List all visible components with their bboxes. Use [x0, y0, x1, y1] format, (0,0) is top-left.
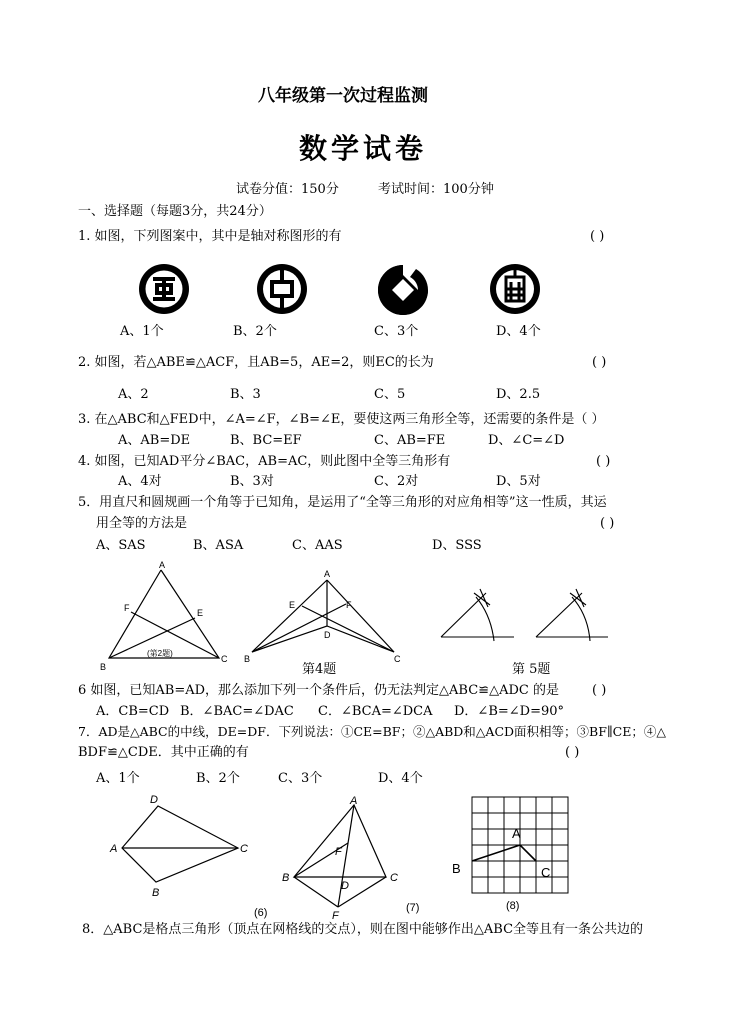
q5-option-a[interactable]: A、SAS	[96, 538, 146, 553]
q6-option-d[interactable]: D．∠B=∠D=90°	[454, 704, 565, 719]
fig2-label-e: E	[197, 608, 204, 618]
fig6-label-d: D	[150, 794, 158, 806]
fig4-label-f: F	[346, 600, 352, 610]
bank-logo-2-icon	[256, 263, 308, 315]
fig8-label-b: B	[452, 861, 461, 876]
fig2-label-c: C	[221, 654, 228, 664]
figure-q6	[108, 790, 268, 920]
q5-option-c[interactable]: C、AAS	[292, 538, 343, 553]
fig6-label-c: C	[240, 843, 248, 855]
q1-stem: 1. 如图，下列图案中，其中是轴对称图形的有	[78, 229, 342, 244]
q3-option-c[interactable]: C、AB=FE	[374, 433, 446, 448]
fig2-caption: (第2题)	[147, 649, 173, 658]
q2-option-c[interactable]: C、5	[374, 387, 406, 402]
fig4-label-a: A	[324, 569, 331, 579]
figure-q7	[280, 795, 430, 920]
q1-option-a[interactable]: A、1个	[120, 324, 164, 339]
q1-option-b[interactable]: B、2个	[233, 324, 277, 339]
fig4-label-d: D	[324, 630, 331, 640]
exam-title: 数学试卷	[299, 132, 428, 165]
fig7-label-f-upper: F	[335, 846, 342, 858]
q7-option-b[interactable]: B、2个	[196, 771, 240, 786]
q2-blank: ( )	[592, 355, 607, 370]
q4-option-d[interactable]: D、5对	[496, 474, 541, 489]
q8-stem: 8．△ABC是格点三角形（顶点在网格线的交点），则在图中能够作出△ABC全等且有一条公共边的	[82, 922, 644, 937]
fig8-label-a: A	[512, 826, 521, 841]
bank-logo-3-icon	[376, 263, 430, 317]
q6-option-b[interactable]: B．∠BAC=∠DAC	[180, 704, 294, 719]
q2-stem: 2. 如图，若△ABE≌△ACF，且AB=5，AE=2，则EC的长为	[78, 355, 434, 370]
fig2-label-f: F	[124, 603, 130, 613]
exam-time: 考试时间：100分钟	[378, 182, 494, 197]
fig6-caption: (6)	[254, 907, 268, 919]
q1-option-c[interactable]: C、3个	[374, 324, 419, 339]
fig7-label-c: C	[390, 872, 398, 884]
fig4-label-c: C	[394, 654, 401, 664]
figure-q4	[242, 566, 412, 666]
q4-blank: ( )	[596, 454, 611, 469]
q7-stem-line2: BDF≌△CDE．其中正确的有	[78, 745, 249, 760]
fig7-label-a: A	[350, 795, 358, 807]
fig7-label-b: B	[282, 872, 290, 884]
q5-option-d[interactable]: D、SSS	[432, 538, 482, 553]
q7-option-d[interactable]: D、4个	[378, 771, 423, 786]
fig7-label-d: D	[341, 880, 349, 892]
q4-option-c[interactable]: C、2对	[374, 474, 419, 489]
q5-stem-line1: 5．用直尺和圆规画一个角等于已知角，是运用了“全等三角形的对应角相等”这一性质，其运	[78, 495, 607, 510]
fig5-caption: 第 5题	[512, 662, 551, 677]
q7-stem-line1: 7．AD是△ABC的中线，DE=DF．下列说法：①CE=BF；②△ABD和△ACD面积相等；③BF∥CE；④△	[78, 724, 666, 739]
q7-option-c[interactable]: C、3个	[278, 771, 323, 786]
q6-blank: ( )	[592, 683, 607, 698]
fig2-label-a: A	[159, 560, 166, 570]
fig4-caption: 第4题	[302, 662, 337, 677]
fig7-caption: (7)	[406, 902, 420, 914]
fig8-caption: (8)	[506, 900, 520, 912]
q3-stem: 3. 在△ABC和△FED中，∠A=∠F，∠B=∠E，要使这两三角形全等，还需要的条件是（ ）	[78, 412, 605, 427]
fig2-label-b: B	[100, 662, 107, 672]
bank-logo-1-icon	[138, 263, 190, 315]
figure-q2	[95, 560, 235, 675]
section-heading: 一、选择题（每题3分，共24分）	[78, 204, 272, 219]
exam-score: 试卷分值：150分	[236, 182, 339, 197]
q4-stem: 4. 如图，已知AD平分∠BAC，AB=AC，则此图中全等三角形有	[78, 454, 451, 469]
fig7-label-f-lower: F	[332, 910, 339, 922]
q4-option-a[interactable]: A、4对	[118, 474, 162, 489]
fig6-label-a: A	[110, 843, 118, 855]
q7-option-a[interactable]: A、1个	[96, 771, 140, 786]
q2-option-d[interactable]: D、2.5	[496, 387, 541, 402]
q5-blank: ( )	[600, 516, 615, 531]
q7-blank: ( )	[565, 745, 580, 760]
figure-q5-constructions	[436, 585, 626, 645]
q5-option-b[interactable]: B、ASA	[193, 538, 244, 553]
q1-option-d[interactable]: D、4个	[496, 324, 541, 339]
q4-option-b[interactable]: B、3对	[230, 474, 274, 489]
q5-stem-line2: 用全等的方法是	[96, 516, 188, 531]
figure-q8-grid	[450, 795, 580, 915]
fig6-label-b: B	[152, 887, 160, 899]
q6-option-a[interactable]: A．CB=CD	[96, 704, 170, 719]
bank-logo-4-icon	[489, 263, 541, 315]
fig4-label-b: B	[244, 654, 251, 664]
q3-option-b[interactable]: B、BC=EF	[230, 433, 302, 448]
fig4-label-e: E	[289, 600, 296, 610]
q1-blank: ( )	[590, 229, 605, 244]
q2-option-b[interactable]: B、3	[230, 387, 261, 402]
fig8-label-c: C	[541, 865, 551, 880]
exam-subtitle: 八年级第一次过程监测	[258, 86, 428, 106]
q6-stem: 6 如图，已知AB=AD，那么添加下列一个条件后，仍无法判定△ABC≌△ADC 的是	[78, 683, 559, 698]
q2-option-a[interactable]: A、2	[118, 387, 149, 402]
q3-option-d[interactable]: D、∠C=∠D	[488, 433, 565, 448]
q6-option-c[interactable]: C．∠BCA=∠DCA	[318, 704, 433, 719]
q3-option-a[interactable]: A、AB=DE	[118, 433, 191, 448]
